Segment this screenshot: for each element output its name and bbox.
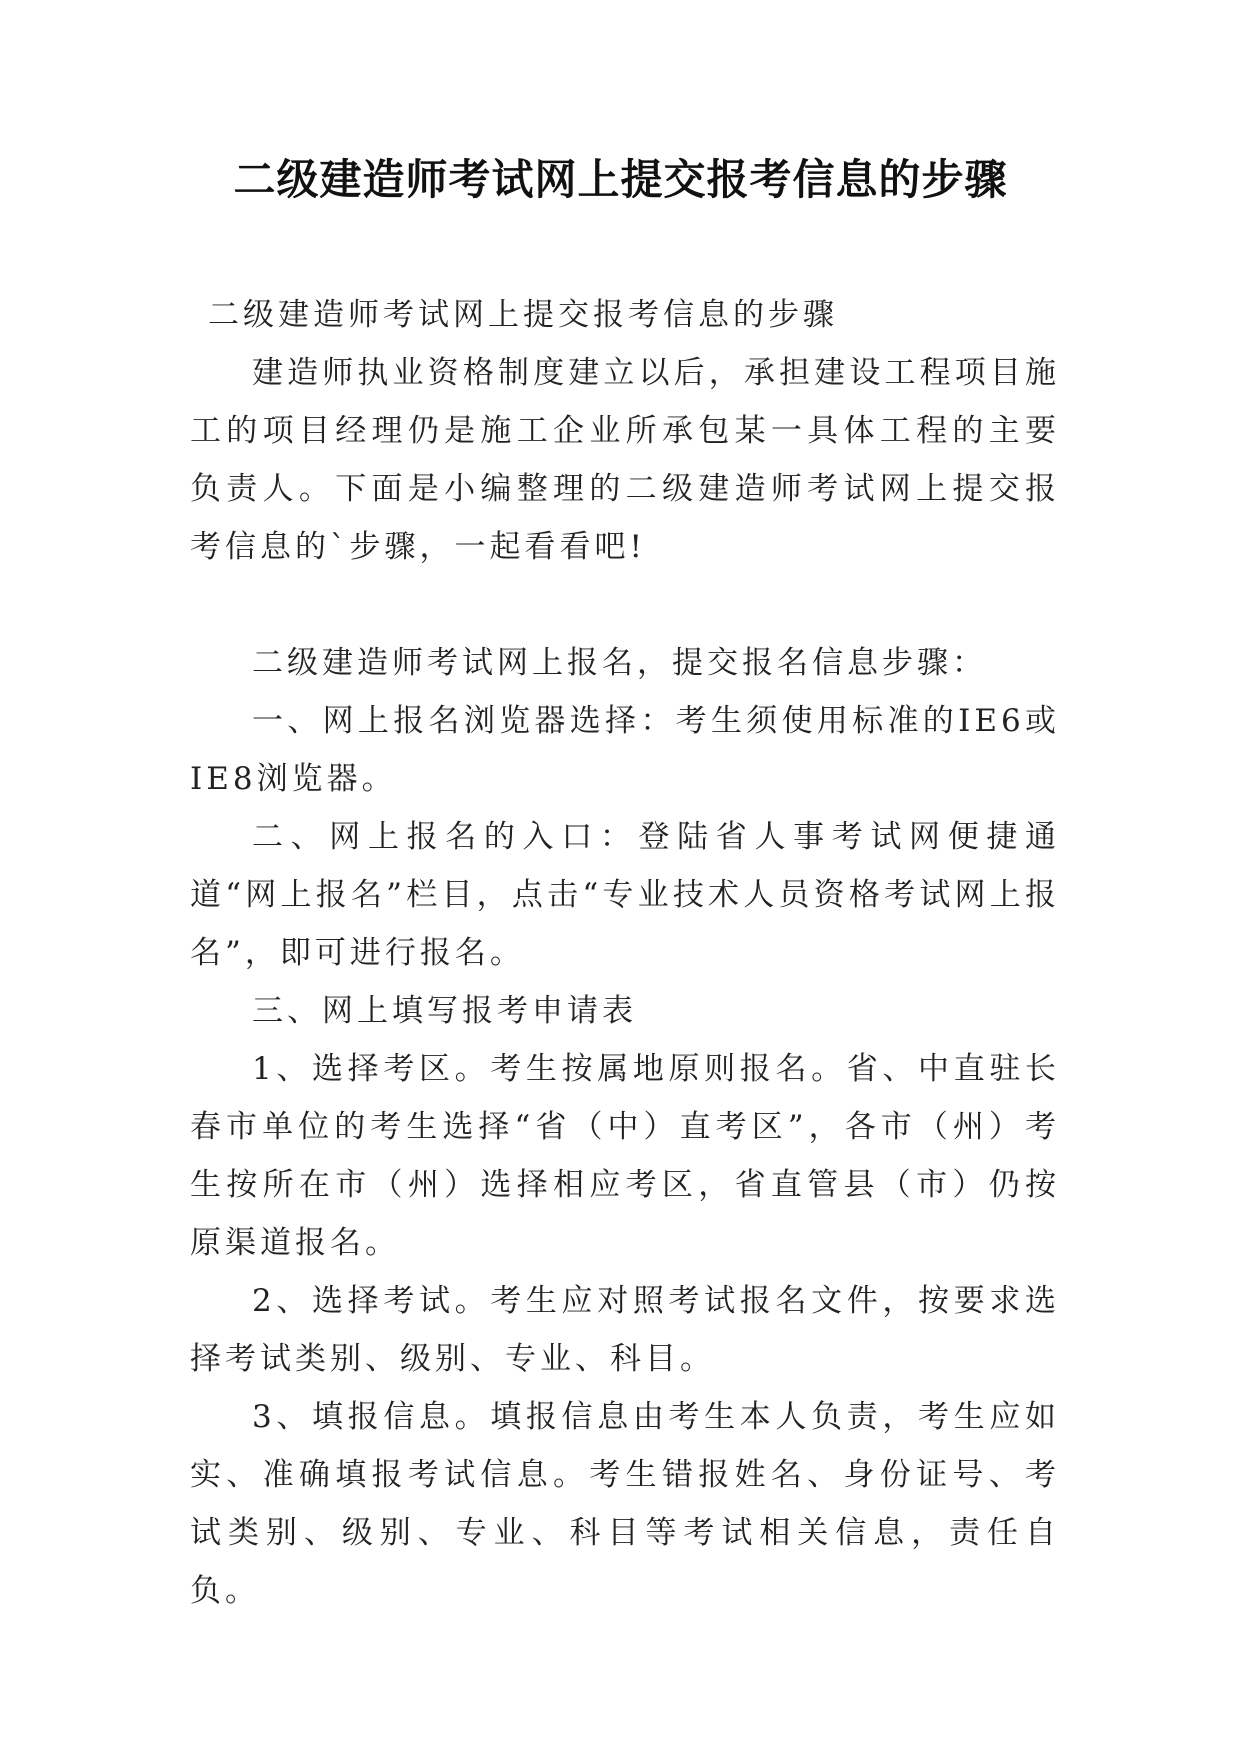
paragraph-gap <box>190 576 1060 634</box>
step-browser: 一、网上报名浏览器选择：考生须使用标准的IE6或IE8浏览器。 <box>190 703 1060 797</box>
substep-exam-area: 1、选择考区。考生按属地原则报名。省、中直驻长春市单位的考生选择“省（中）直考区”，各市（州）考生按所在市（州）选择相应考区，省直管县（市）仍按原渠道报名。 <box>190 1051 1060 1261</box>
step-form-heading: 三、网上填写报考申请表 <box>252 993 637 1029</box>
substep-exam-choice: 2、选择考试。考生应对照考试报名文件，按要求选择考试类别、级别、专业、科目。 <box>190 1283 1060 1377</box>
document-subtitle: 二级建造师考试网上提交报考信息的步骤 <box>208 297 838 333</box>
steps-heading: 二级建造师考试网上报名，提交报名信息步骤： <box>252 645 987 681</box>
step-entry: 二、网上报名的入口：登陆省人事考试网便捷通道“网上报名”栏目，点击“专业技术人员资格考试网上报名”，即可进行报名。 <box>190 819 1060 971</box>
intro-paragraph: 建造师执业资格制度建立以后，承担建设工程项目施工的项目经理仍是施工企业所承包某一具体工程的主要负责人。下面是小编整理的二级建造师考试网上提交报考信息的`步骤，一起看看吧! <box>190 355 1060 565</box>
document-title: 二级建造师考试网上提交报考信息的步骤 <box>233 155 1008 204</box>
document-body <box>190 286 1060 1620</box>
substep-fill-info: 3、填报信息。填报信息由考生本人负责，考生应如实、准确填报考试信息。考生错报姓名、身份证号、考试类别、级别、专业、科目等考试相关信息，责任自负。 <box>190 1399 1060 1609</box>
